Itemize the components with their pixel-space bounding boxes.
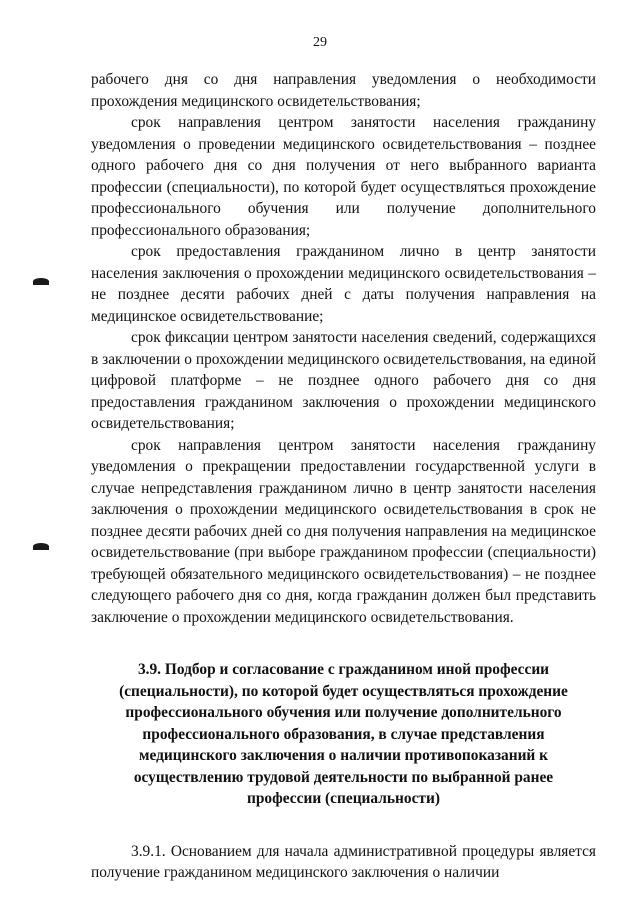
- paragraph-conclusion-deadline: срок предоставления гражданином лично в центр занятости населения заключения о прохождении медицинского освидетельствования – не позднее десяти рабочих дней с даты получения направления на медицинское освидетельствование;: [91, 243, 596, 325]
- document-body: [91, 69, 596, 884]
- section-heading: 3.9. Подбор и согласование с гражданином иной профессии (специальности), по которой будет осуществляться прохождение профессионального обучения или получение дополнительного профессионального образования, в случае представления медицинского заключения о наличии противопоказаний к осуществлению трудовой деятельности по выбранной ранее профессии (специальности): [119, 661, 568, 807]
- margin-mark: [33, 278, 49, 285]
- paragraph-recording-deadline: срок фиксации центром занятости населения сведений, содержащихся в заключении о прохождении медицинского освидетельствования, на единой цифровой платформе – не позднее одного рабочего дня со дня предоставления гражданином заключения о прохождении медицинского освидетельствования;: [91, 329, 596, 432]
- paragraph-continuation: рабочего дня со дня направления уведомления о необходимости прохождения медицинского освидетельствования;: [91, 71, 596, 110]
- paragraph-notification-deadline: срок направления центром занятости населения гражданину уведомления о проведении медицинского освидетельствования – позднее одного рабочего дня со дня получения от него выбранного варианта профессии (специальности), по которой будет осуществляться прохождение профессионального обучения или получение дополнительного профессионального образования;: [91, 114, 596, 239]
- margin-mark: [33, 543, 49, 550]
- page-number: 29: [313, 35, 327, 50]
- paragraph-termination-deadline: срок направления центром занятости населения гражданину уведомления о прекращении предоставлении государственной услуги в случае непредставления гражданином лично в центр занятости населения заключения о прохождении медицинского освидетельствования в срок не позднее десяти рабочих дней со дня получения направления на медицинское освидетельствование (при выборе гражданином профессии (специальности) требующей обязательного медицинского освидетельствования) – не позднее следующего рабочего дня со дня, когда гражданин должен был представить заключение о прохождении медицинского освидетельствования.: [91, 436, 596, 626]
- paragraph-section-start: 3.9.1. Основанием для начала административной процедуры является получение гражданином медицинского заключения о наличии: [91, 842, 596, 881]
